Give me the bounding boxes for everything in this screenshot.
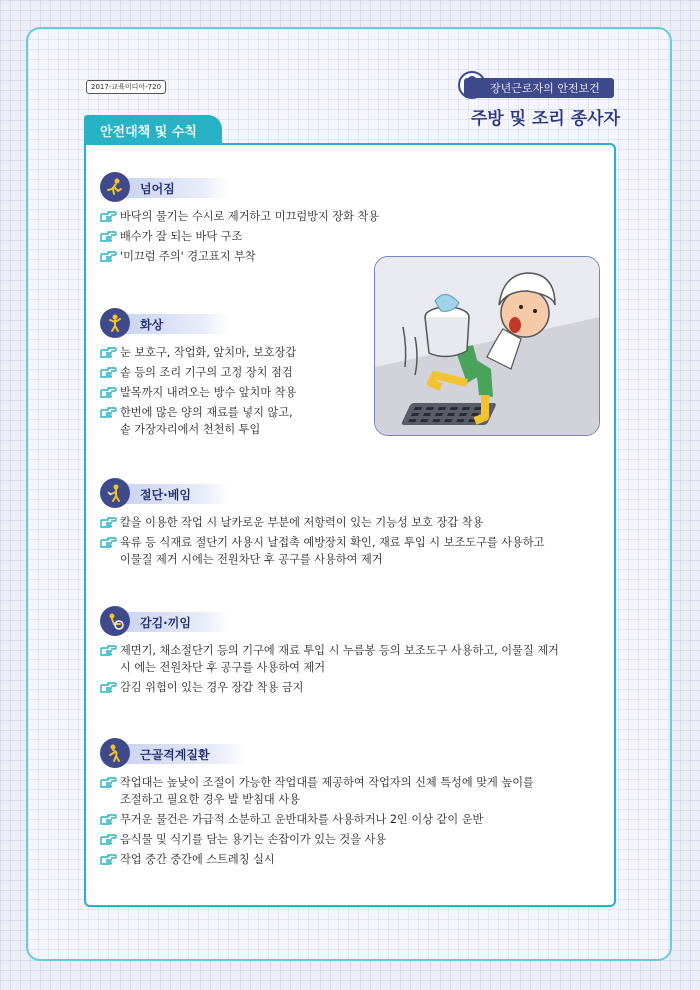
- hazard-slip: [100, 172, 400, 268]
- hazard-items: [100, 514, 610, 568]
- pointing-hand-icon: [100, 814, 117, 825]
- section-tab: 안전대책 및 수칙: [84, 115, 222, 145]
- list-item: [100, 344, 360, 361]
- list-item-text: 발목까지 내려오는 방수 앞치마 착용: [120, 386, 297, 399]
- list-item: [100, 774, 610, 808]
- list-item-text: 눈 보호구, 작업화, 앞치마, 보호장갑: [120, 346, 297, 359]
- slip-icon: [100, 172, 130, 202]
- pointing-hand-icon: [100, 854, 117, 865]
- list-item: [100, 384, 360, 401]
- list-item: [100, 679, 610, 696]
- hazard-items: [100, 774, 610, 868]
- list-item-text: 제면기, 채소절단기 등의 기구에 재료 투입 시 누름봉 등의 보조도구 사용하고, 이물질 제거 시 에는 전원차단 후 공구를 사용하여 제거: [120, 644, 559, 674]
- list-item-text: 솥 등의 조리 기구의 고정 장치 점검: [120, 366, 293, 379]
- back-pain-icon: [100, 738, 130, 768]
- list-item: [100, 851, 610, 868]
- list-item: [100, 514, 610, 531]
- list-item-text: '미끄럼 주의' 경고표지 부착: [120, 250, 256, 263]
- pointing-hand-icon: [100, 682, 117, 693]
- list-item-text: 한번에 많은 양의 재료를 넣지 않고, 솥 가장자리에서 천천히 투입: [120, 406, 293, 436]
- caught-icon: [100, 606, 130, 636]
- list-item: [100, 248, 400, 265]
- hazard-items: [100, 208, 400, 265]
- doc-code: 2017-교육미디어-720: [86, 80, 166, 94]
- pointing-hand-icon: [100, 251, 117, 262]
- hazard-cut: [100, 478, 610, 571]
- pointing-hand-icon: [100, 347, 117, 358]
- list-item-text: 작업 중간 중간에 스트레칭 실시: [120, 853, 275, 866]
- burn-icon: [100, 308, 130, 338]
- hazard-title: 넘어짐: [118, 178, 230, 198]
- list-item-text: 음식물 및 식기를 담는 용기는 손잡이가 있는 것을 사용: [120, 833, 387, 846]
- pointing-hand-icon: [100, 211, 117, 222]
- hazard-title: 절단·베임: [118, 484, 230, 504]
- cut-icon: [100, 478, 130, 508]
- list-item: [100, 642, 610, 676]
- list-item-text: 작업대는 높낮이 조절이 가능한 작업대를 제공하여 작업자의 신체 특성에 맞게 높이를 조절하고 필요한 경우 발 받침대 사용: [120, 776, 534, 806]
- list-item: [100, 228, 400, 245]
- pointing-hand-icon: [100, 407, 117, 418]
- hazard-items: [100, 344, 360, 438]
- page-title: 주방 및 조리 종사자: [470, 109, 620, 129]
- list-item-text: 육류 등 식재료 절단기 사용시 날접촉 예방장치 확인, 재료 투입 시 보조도구를 사용하고 이물질 제거 시에는 전원차단 후 공구를 사용하여 제거: [120, 536, 545, 566]
- pointing-hand-icon: [100, 777, 117, 788]
- list-item: [100, 208, 400, 225]
- pointing-hand-icon: [100, 367, 117, 378]
- list-item: [100, 831, 610, 848]
- list-item-text: 무거운 물건은 가급적 소분하고 운반대차를 사용하거나 2인 이상 같이 운반: [120, 813, 484, 826]
- pointing-hand-icon: [100, 517, 117, 528]
- hazard-title: 근골격계질환: [118, 744, 248, 764]
- hazard-msd: [100, 738, 610, 871]
- pointing-hand-icon: [100, 231, 117, 242]
- list-item-text: 바닥의 물기는 수시로 제거하고 미끄럼방지 장화 착용: [120, 210, 380, 223]
- hazard-items: [100, 642, 610, 696]
- pointing-hand-icon: [100, 537, 117, 548]
- list-item-text: 배수가 잘 되는 바닥 구조: [120, 230, 243, 243]
- list-item: [100, 534, 610, 568]
- hazard-title: 화상: [118, 314, 230, 334]
- pointing-hand-icon: [100, 387, 117, 398]
- series-label: 장년근로자의 안전보건: [464, 78, 614, 98]
- pointing-hand-icon: [100, 834, 117, 845]
- hazard-title: 감김·끼임: [118, 612, 230, 632]
- pointing-hand-icon: [100, 645, 117, 656]
- hazard-burn: [100, 308, 360, 441]
- list-item-text: 감김 위험이 있는 경우 장갑 착용 금지: [120, 681, 304, 694]
- list-item: [100, 364, 360, 381]
- list-item: [100, 811, 610, 828]
- list-item-text: 칼을 이용한 작업 시 날카로운 부분에 저항력이 있는 기능성 보호 장갑 착용: [120, 516, 484, 529]
- slipping-cook-illustration: [374, 256, 600, 436]
- list-item: [100, 404, 360, 438]
- hazard-caught: [100, 606, 610, 699]
